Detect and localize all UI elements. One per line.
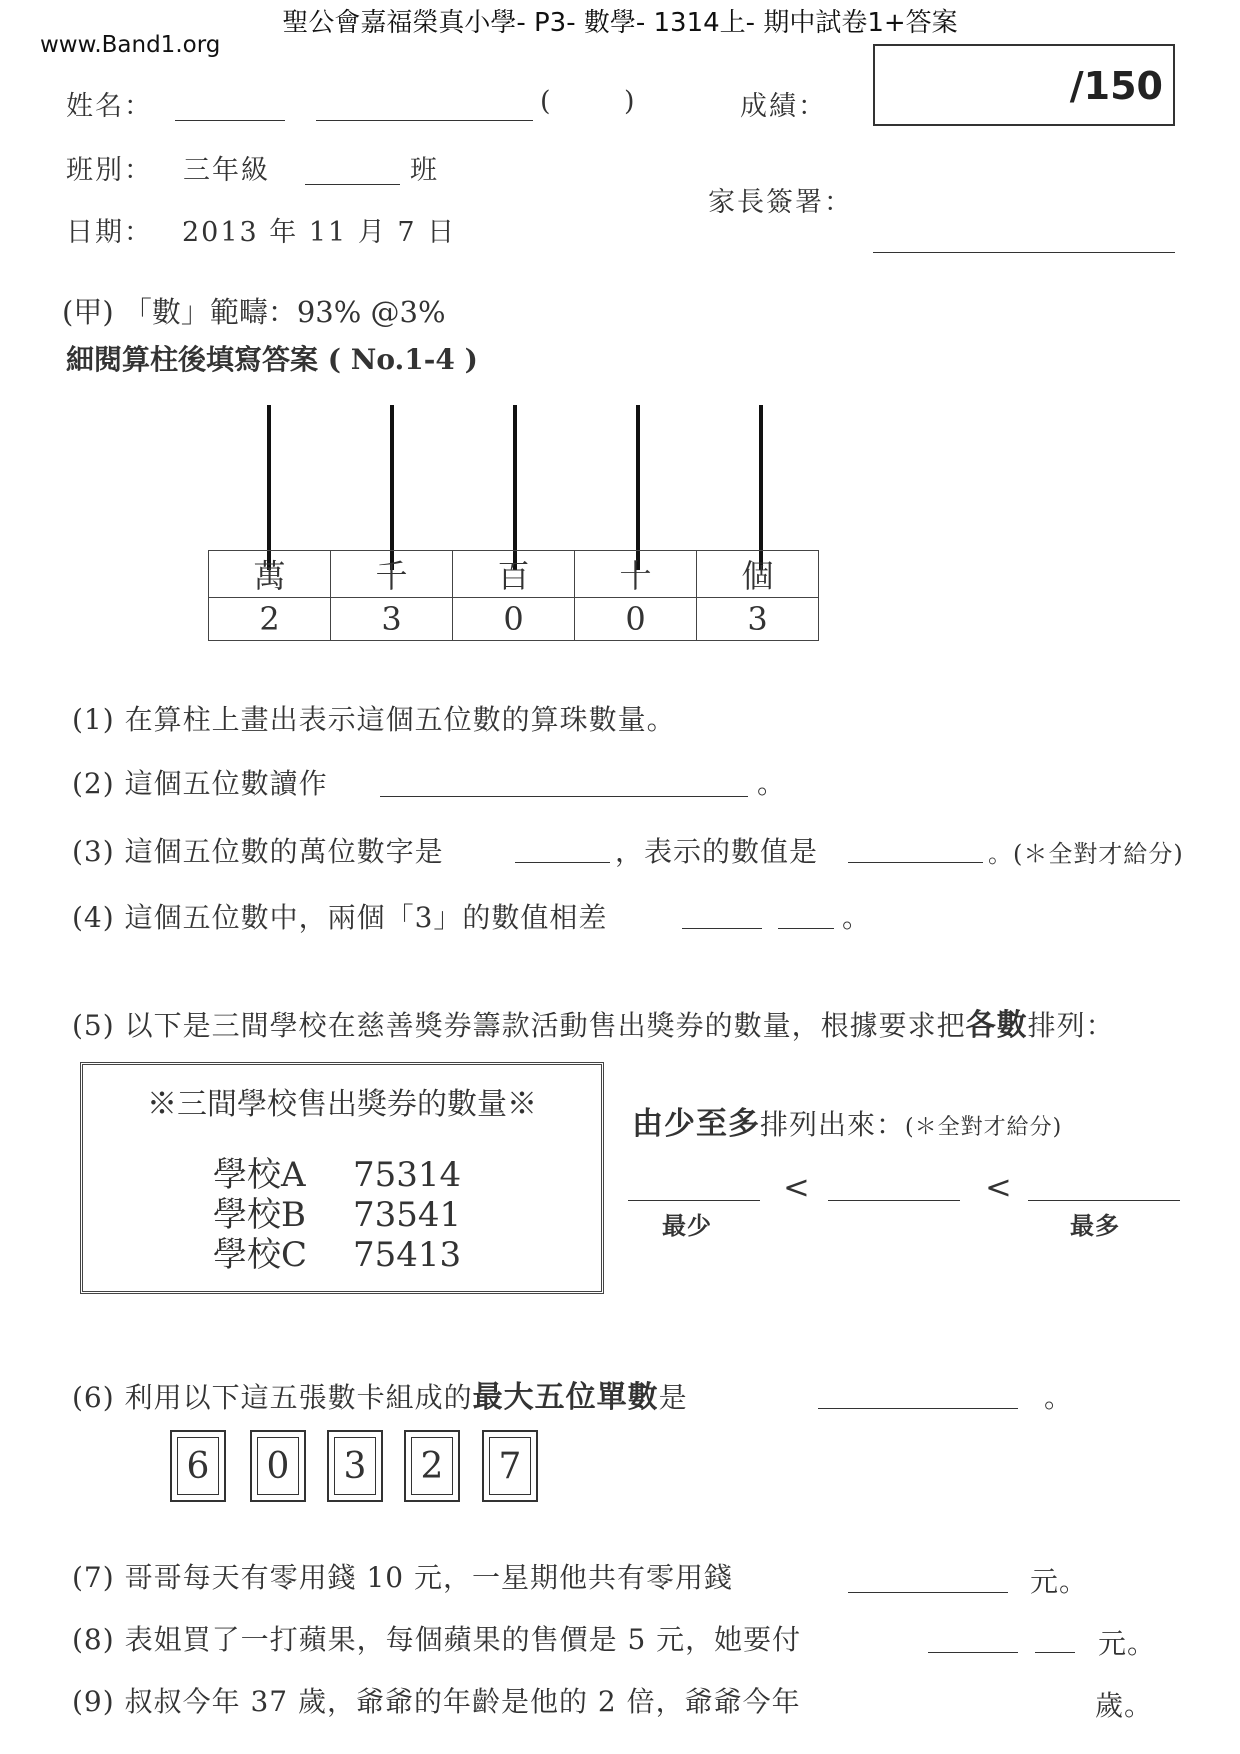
date-label: 日期： <box>66 217 153 248</box>
place-value-header-row <box>209 551 819 598</box>
q5-school-name: 學校A <box>213 1155 306 1195</box>
name-line-1[interactable] <box>175 120 285 121</box>
question-7: (7) 哥哥每天有零用錢 10 元，一星期他共有零用錢 <box>72 1561 733 1594</box>
section-instruction: 細閱算柱後填寫答案 ( No.1-4 ) <box>66 343 478 376</box>
class-number-paren-close: ) <box>624 86 637 117</box>
q3-end: 。(＊全對才給分) <box>988 840 1184 868</box>
q2-end: 。 <box>757 767 787 800</box>
q5-school-value: 73541 <box>353 1195 462 1235</box>
class-number-paren-open: ( <box>540 86 553 117</box>
name-line-2[interactable] <box>316 120 533 121</box>
number-card-digit: 2 <box>411 1437 453 1495</box>
place-digit: 0 <box>453 598 575 641</box>
q5-answer-middle-line[interactable] <box>828 1200 960 1201</box>
question-3: (3) 這個五位數的萬位數字是 <box>72 835 444 868</box>
abacus-rod-ten-thousands[interactable] <box>267 405 271 570</box>
number-card <box>170 1430 226 1502</box>
place-header: 個 <box>697 551 819 598</box>
q2-answer-line[interactable] <box>380 796 748 797</box>
q6-text: (6) 利用以下這五張數卡組成的 <box>72 1381 473 1414</box>
question-2: (2) 這個五位數讀作 <box>72 767 328 800</box>
class-line[interactable] <box>305 184 400 185</box>
q5-order-instruction <box>632 1098 1062 1143</box>
q5-text-b: 排列： <box>1027 1009 1115 1042</box>
q5-order-text: 排列出來： <box>760 1108 906 1141</box>
class-suffix: 班 <box>410 155 439 186</box>
q4-answer-line-1[interactable] <box>682 928 762 929</box>
number-card <box>327 1430 383 1502</box>
question-6 <box>72 1372 688 1416</box>
parent-sign-line[interactable] <box>873 252 1175 253</box>
q8-end: 元。 <box>1098 1627 1157 1660</box>
number-card-digit: 0 <box>257 1437 299 1495</box>
date-value: 2013 年 11 月 7 日 <box>182 217 457 248</box>
q8-answer-line-2[interactable] <box>1035 1652 1075 1653</box>
q5-school-value: 75413 <box>353 1235 462 1275</box>
q3-mid: ，表示的數值是 <box>615 835 819 868</box>
place-digit: 2 <box>209 598 331 641</box>
question-4: (4) 這個五位數中，兩個「3」的數值相差 <box>72 901 608 934</box>
section-title: (甲) 「數」範疇：93% @3% <box>62 295 446 329</box>
q5-school-row <box>213 1227 461 1276</box>
score-label: 成績： <box>740 91 827 122</box>
score-total: /150 <box>1069 64 1163 108</box>
number-card-digit: 6 <box>177 1437 219 1495</box>
number-card-digit: 3 <box>334 1437 376 1495</box>
q5-answer-most-line[interactable] <box>1028 1200 1180 1201</box>
place-value-table <box>208 550 819 641</box>
q5-text-bold: 各數 <box>965 1008 1028 1043</box>
place-header: 千 <box>331 551 453 598</box>
q5-most-label: 最多 <box>1070 1211 1120 1240</box>
q5-box-title: ※三間學校售出獎券的數量※ <box>147 1087 537 1122</box>
q5-order-note: (＊全對才給分) <box>905 1115 1063 1140</box>
q5-text-a: (5) 以下是三間學校在慈善獎券籌款活動售出獎券的數量，根據要求把 <box>72 1009 966 1042</box>
q5-least-label: 最少 <box>662 1211 712 1240</box>
place-value-digit-row <box>209 598 819 641</box>
q6-bold: 最大五位單數 <box>472 1380 659 1415</box>
number-card <box>482 1430 538 1502</box>
grade-value: 三年級 <box>183 155 270 186</box>
abacus-rod-ones[interactable] <box>759 405 763 570</box>
q5-less-than-2: < <box>985 1168 1013 1206</box>
score-box <box>873 44 1175 126</box>
q4-end: 。 <box>842 901 872 934</box>
q5-less-than-1: < <box>783 1168 811 1206</box>
q5-data-box <box>80 1062 604 1294</box>
abacus-rod-tens[interactable] <box>636 405 640 570</box>
place-header: 百 <box>453 551 575 598</box>
q9-end: 歲。 <box>1095 1689 1154 1722</box>
place-digit: 3 <box>697 598 819 641</box>
question-5 <box>72 1000 1115 1044</box>
question-1: (1) 在算柱上畫出表示這個五位數的算珠數量。 <box>72 703 676 736</box>
question-8: (8) 表姐買了一打蘋果，每個蘋果的售價是 5 元，她要付 <box>72 1623 802 1656</box>
q6-text-b: 是 <box>658 1381 688 1414</box>
number-card <box>250 1430 306 1502</box>
document-title: 聖公會嘉福榮真小學- P3- 數學- 1314上- 期中試卷1+答案 <box>282 8 958 38</box>
abacus-rod-thousands[interactable] <box>390 405 394 570</box>
abacus-rod-hundreds[interactable] <box>513 405 517 570</box>
parent-sign-label: 家長簽署： <box>708 187 853 218</box>
number-card <box>404 1430 460 1502</box>
place-digit: 0 <box>575 598 697 641</box>
q6-end: 。 <box>1044 1381 1074 1414</box>
q5-school-name: 學校C <box>213 1235 308 1275</box>
q7-answer-line[interactable] <box>848 1592 1008 1593</box>
q5-school-value: 75314 <box>353 1155 462 1195</box>
number-card-digit: 7 <box>489 1437 531 1495</box>
q8-answer-line-1[interactable] <box>928 1652 1018 1653</box>
place-digit: 3 <box>331 598 453 641</box>
q5-school-name: 學校B <box>213 1195 306 1235</box>
name-label: 姓名： <box>66 91 153 122</box>
site-url: www.Band1.org <box>40 32 221 58</box>
question-9: (9) 叔叔今年 37 歲，爺爺的年齡是他的 2 倍，爺爺今年 <box>72 1685 801 1718</box>
place-header: 十 <box>575 551 697 598</box>
q7-end: 元。 <box>1030 1565 1089 1598</box>
q5-order-bold: 由少至多 <box>632 1106 760 1142</box>
q5-answer-least-line[interactable] <box>628 1200 760 1201</box>
q3-value-line[interactable] <box>848 862 983 863</box>
class-label: 班別： <box>66 155 153 186</box>
q6-answer-line[interactable] <box>818 1408 1018 1409</box>
q4-answer-line-2[interactable] <box>778 928 834 929</box>
q3-digit-line[interactable] <box>515 862 610 863</box>
place-header: 萬 <box>209 551 331 598</box>
